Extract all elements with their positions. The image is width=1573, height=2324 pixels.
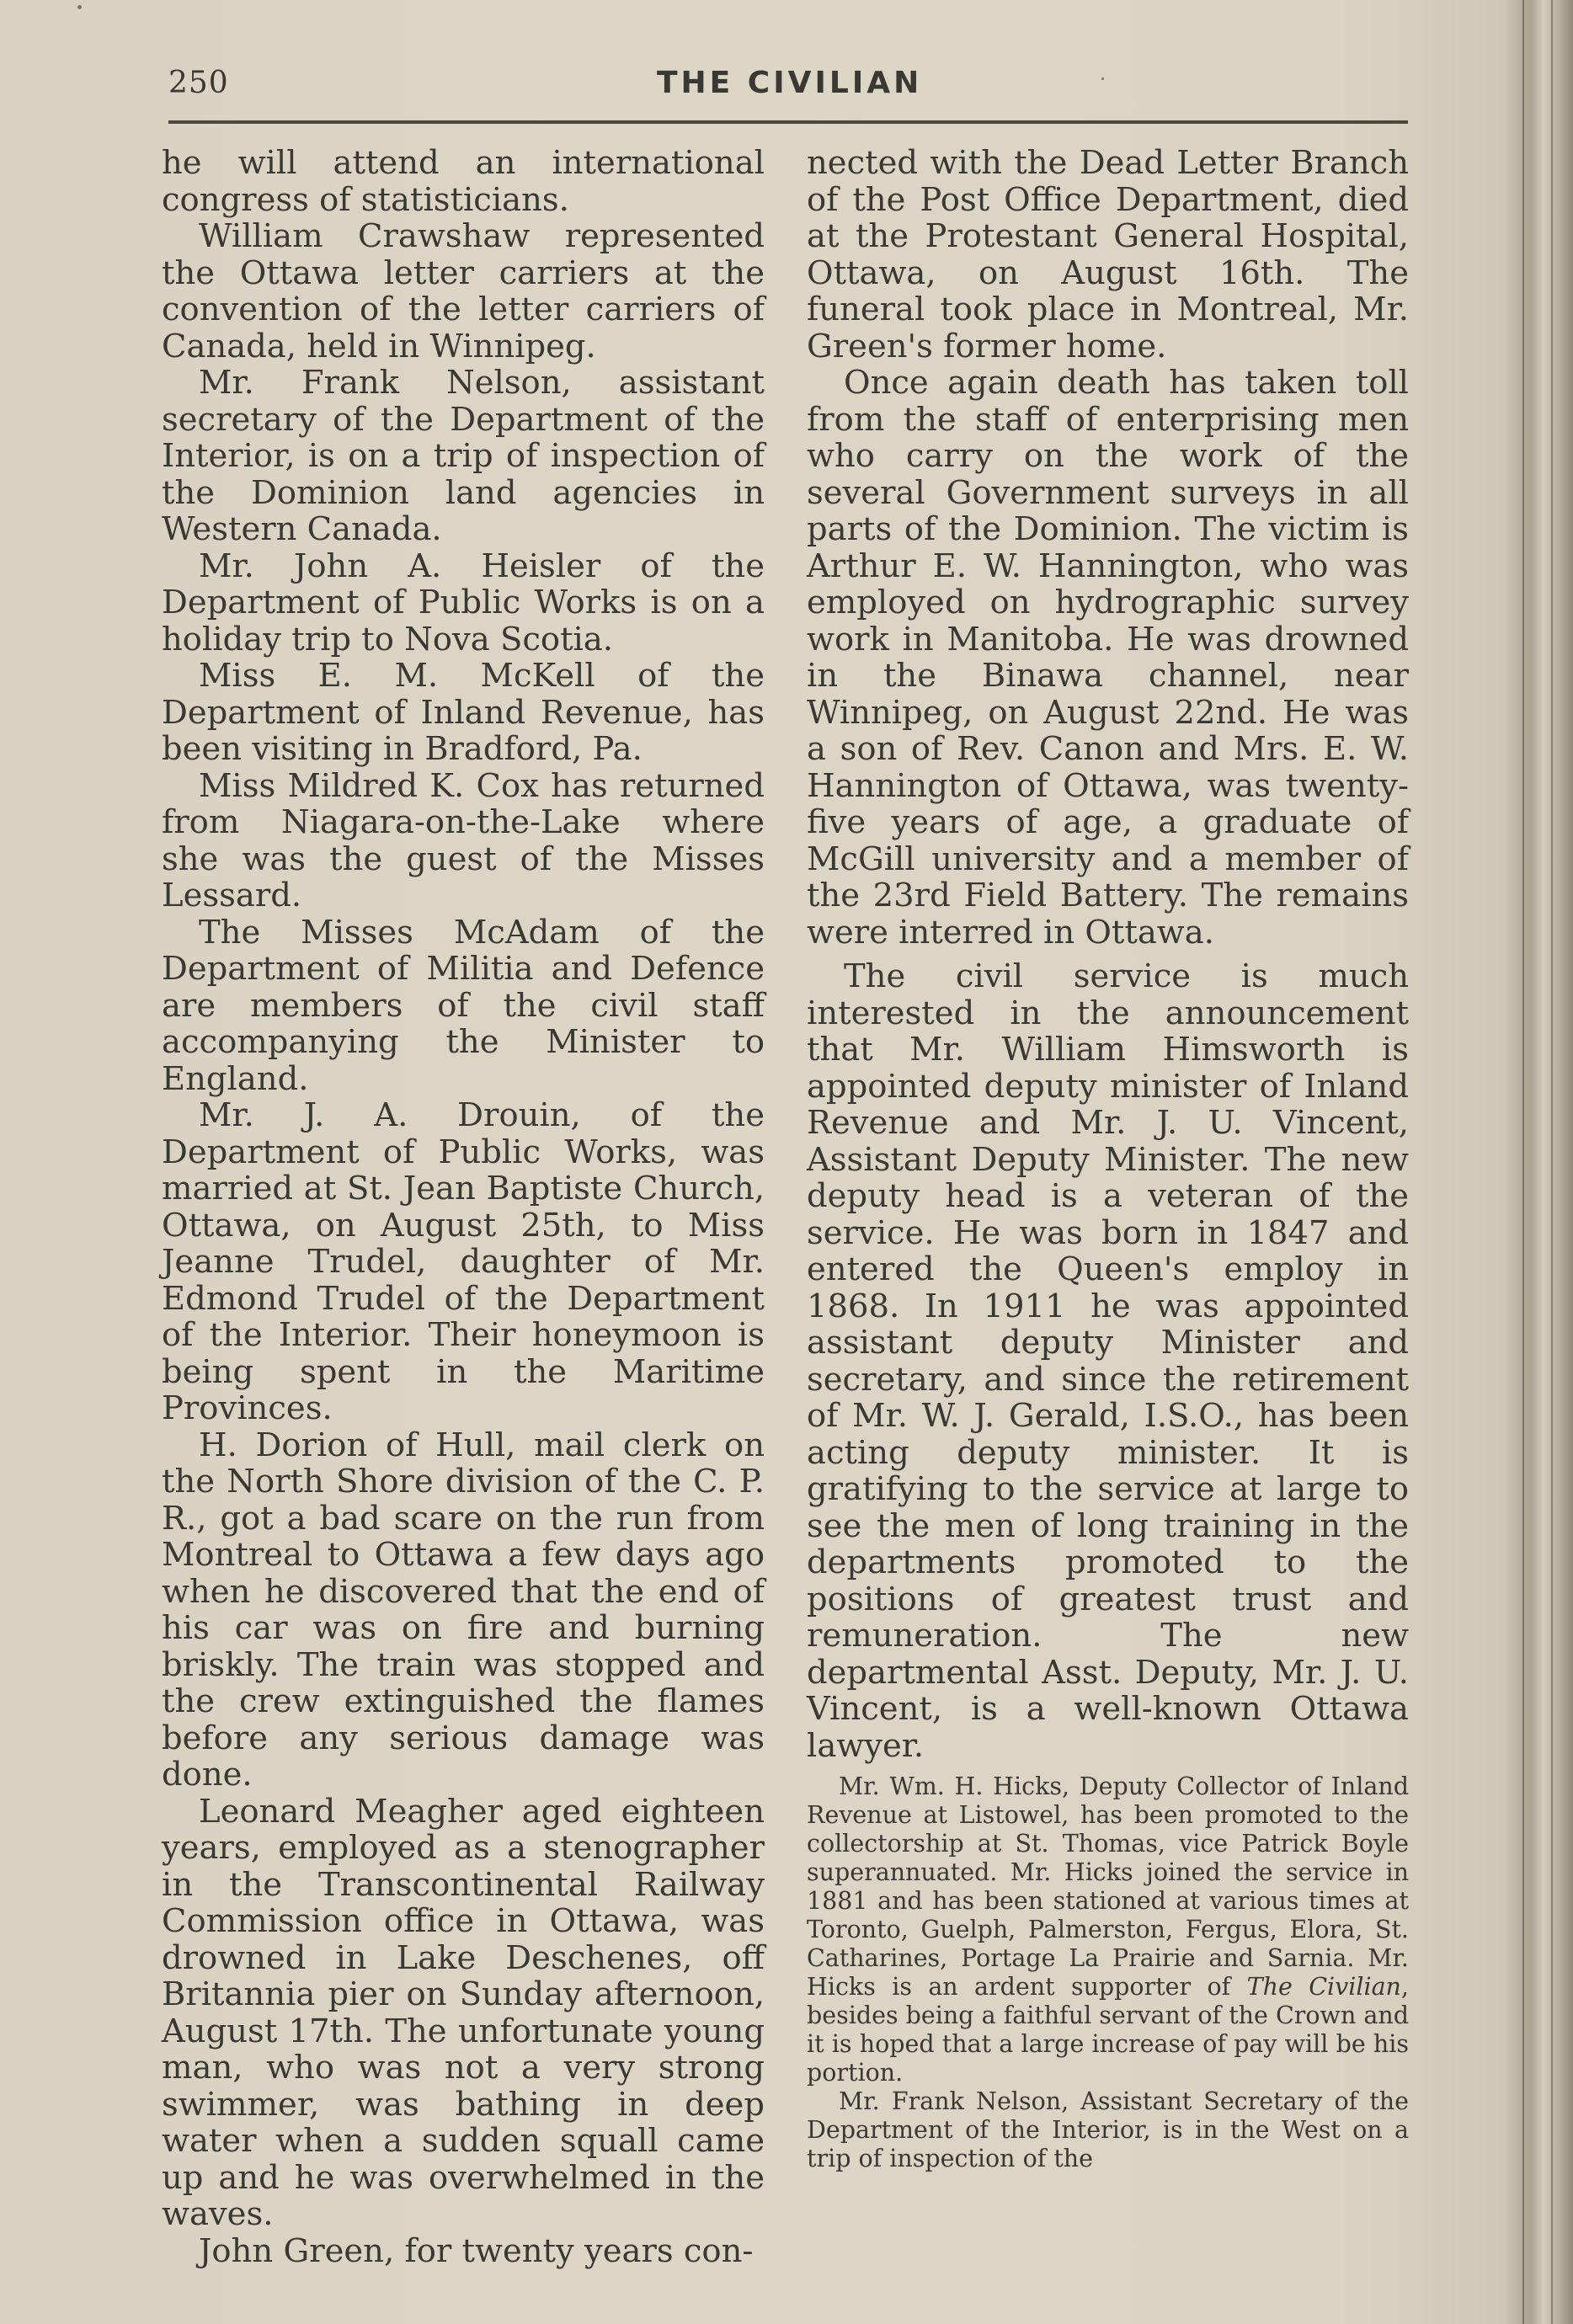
binding-line — [1522, 0, 1524, 2324]
paragraph: John Green, for twenty years con- — [199, 2231, 754, 2270]
paragraph: Miss Mildred K. Cox has returned from Niagara-on-the-Lake where she was the guest of the Misses Lessard. — [162, 766, 765, 914]
print-speck — [1101, 77, 1104, 80]
print-speck — [77, 5, 82, 9]
paragraph: William Crawshaw represented the Ottawa letter carriers at the convention of the letter carriers of Canada, held in Winnipeg. — [162, 217, 765, 365]
left-column — [162, 145, 765, 2269]
paragraph — [807, 1772, 1409, 2087]
paragraph: H. Dorion of Hull, mail clerk on the North Shore division of the C. P. R., got a bad scare on the run from Montreal to Ottawa a few days ago when he discovered that the end of his car was on fire and burning briskly. The train was stopped and the crew extinguished the flames before any serious damage was done. — [162, 1426, 765, 1794]
publication-title: THE CIVILIAN — [657, 66, 923, 100]
right-column — [807, 145, 1409, 2173]
paragraph: nected with the Dead Letter Branch of the Post Office Department, died at the Protestant General Hospital, Ottawa, on August 16th. The funeral took place in Montreal, Mr. Green's former home. — [807, 144, 1409, 365]
paragraph: Miss E. M. McKell of the Department of Inland Revenue, has been visiting in Bradford, Pa. — [162, 657, 765, 768]
binding-line — [1551, 0, 1553, 2324]
paragraph: The Misses McAdam of the Department of Militia and Defence are members of the civil staff accompanying the Minister to England. — [162, 913, 765, 1098]
paragraph: Mr. J. A. Drouin, of the Department of Public Works, was married at St. Jean Baptiste Church, Ottawa, on August 25th, to Miss Jeanne Trudel, daughter of Mr. Edmond Trudel of the Department of the Interior. Their honeymoon is being spent in the Maritime Provinces. — [162, 1096, 765, 1427]
paragraph: he will attend an international congress of statisticians. — [162, 144, 765, 219]
paragraph: Mr. Frank Nelson, Assistant Secretary of the Department of the Interior, is in the West on a trip of inspection of the — [807, 2087, 1409, 2172]
paragraph: Mr. John A. Heisler of the Department of Public Works is on a holiday trip to Nova Scotia. — [162, 546, 765, 658]
page-header — [168, 66, 1406, 108]
personal-notes-small-print — [807, 1772, 1409, 2173]
paragraph: Mr. Frank Nelson, assistant secretary of the Department of the Interior, is on a trip of inspection of the Dominion land agencies in Western Canada. — [162, 364, 765, 548]
publication-name-italic: The Civilian — [1246, 1973, 1401, 2001]
paragraph: Once again death has taken toll from the staff of enterprising men who carry on the work of the several Government surveys in all parts of the Dominion. The victim is Arthur E. W. Hannington, who was employed on hydrographic survey work in Manitoba. He was drowned in the Binawa channel, near Winnipeg, on August 22nd. He was a son of Rev. Canon and Mrs. E. W. Hannington of Ottawa, was twenty-five years of age, a graduate of McGill university and a member of the 23rd Field Battery. The remains were interred in Ottawa. — [807, 364, 1409, 951]
paragraph: The civil service is much interested in the announcement that Mr. William Himsworth is appointed deputy minister of Inland Revenue and Mr. J. U. Vincent, Assistant Deputy Minister. The new deputy head is a veteran of the service. He was born in 1847 and entered the Queen's employ in 1868. In 1911 he was appointed assistant deputy Minister and secretary, and since the retirement of Mr. W. J. Gerald, I.S.O., has been acting deputy minister. It is gratifying to the service at large to see the men of long training in the departments promoted to the positions of greatest trust and remuneration. The new departmental Asst. Deputy, Mr. J. U. Vincent, is a well-known Ottawa lawyer. — [807, 957, 1409, 1765]
paragraph-text: Mr. Wm. H. Hicks, Deputy Collector of Inland Revenue at Listowel, has been promoted to the collectorship at St. Thomas, vice Patrick Boyle superannuated. Mr. Hicks joined the service in 1881 and has been stationed at various times at Toronto, Guelph, Palmerston, Fergus, Elora, St. Catharines, Portage La Prairie and Sarnia. Mr. Hicks is an ardent supporter of — [807, 1772, 1409, 2001]
right-column-articles — [807, 145, 1409, 1764]
paragraph: Leonard Meagher aged eighteen years, employed as a stenographer in the Transcontinental Railway Commission office in Ottawa, was drowned in Lake Deschenes, off Britannia pier on Sunday afternoon, August 17th. The unfortunate young man, who was not a very strong swimmer, was bathing in deep water when a sudden squall came up and he was overwhelmed in the waves. — [162, 1792, 765, 2233]
header-rule — [168, 120, 1408, 124]
paragraph-text: , besides being a faithful servant of the Crown and it is hoped that a large increase of pay will be his portion. — [807, 1973, 1409, 2087]
binding-edge — [1507, 0, 1573, 2324]
page-number: 250 — [168, 66, 229, 100]
